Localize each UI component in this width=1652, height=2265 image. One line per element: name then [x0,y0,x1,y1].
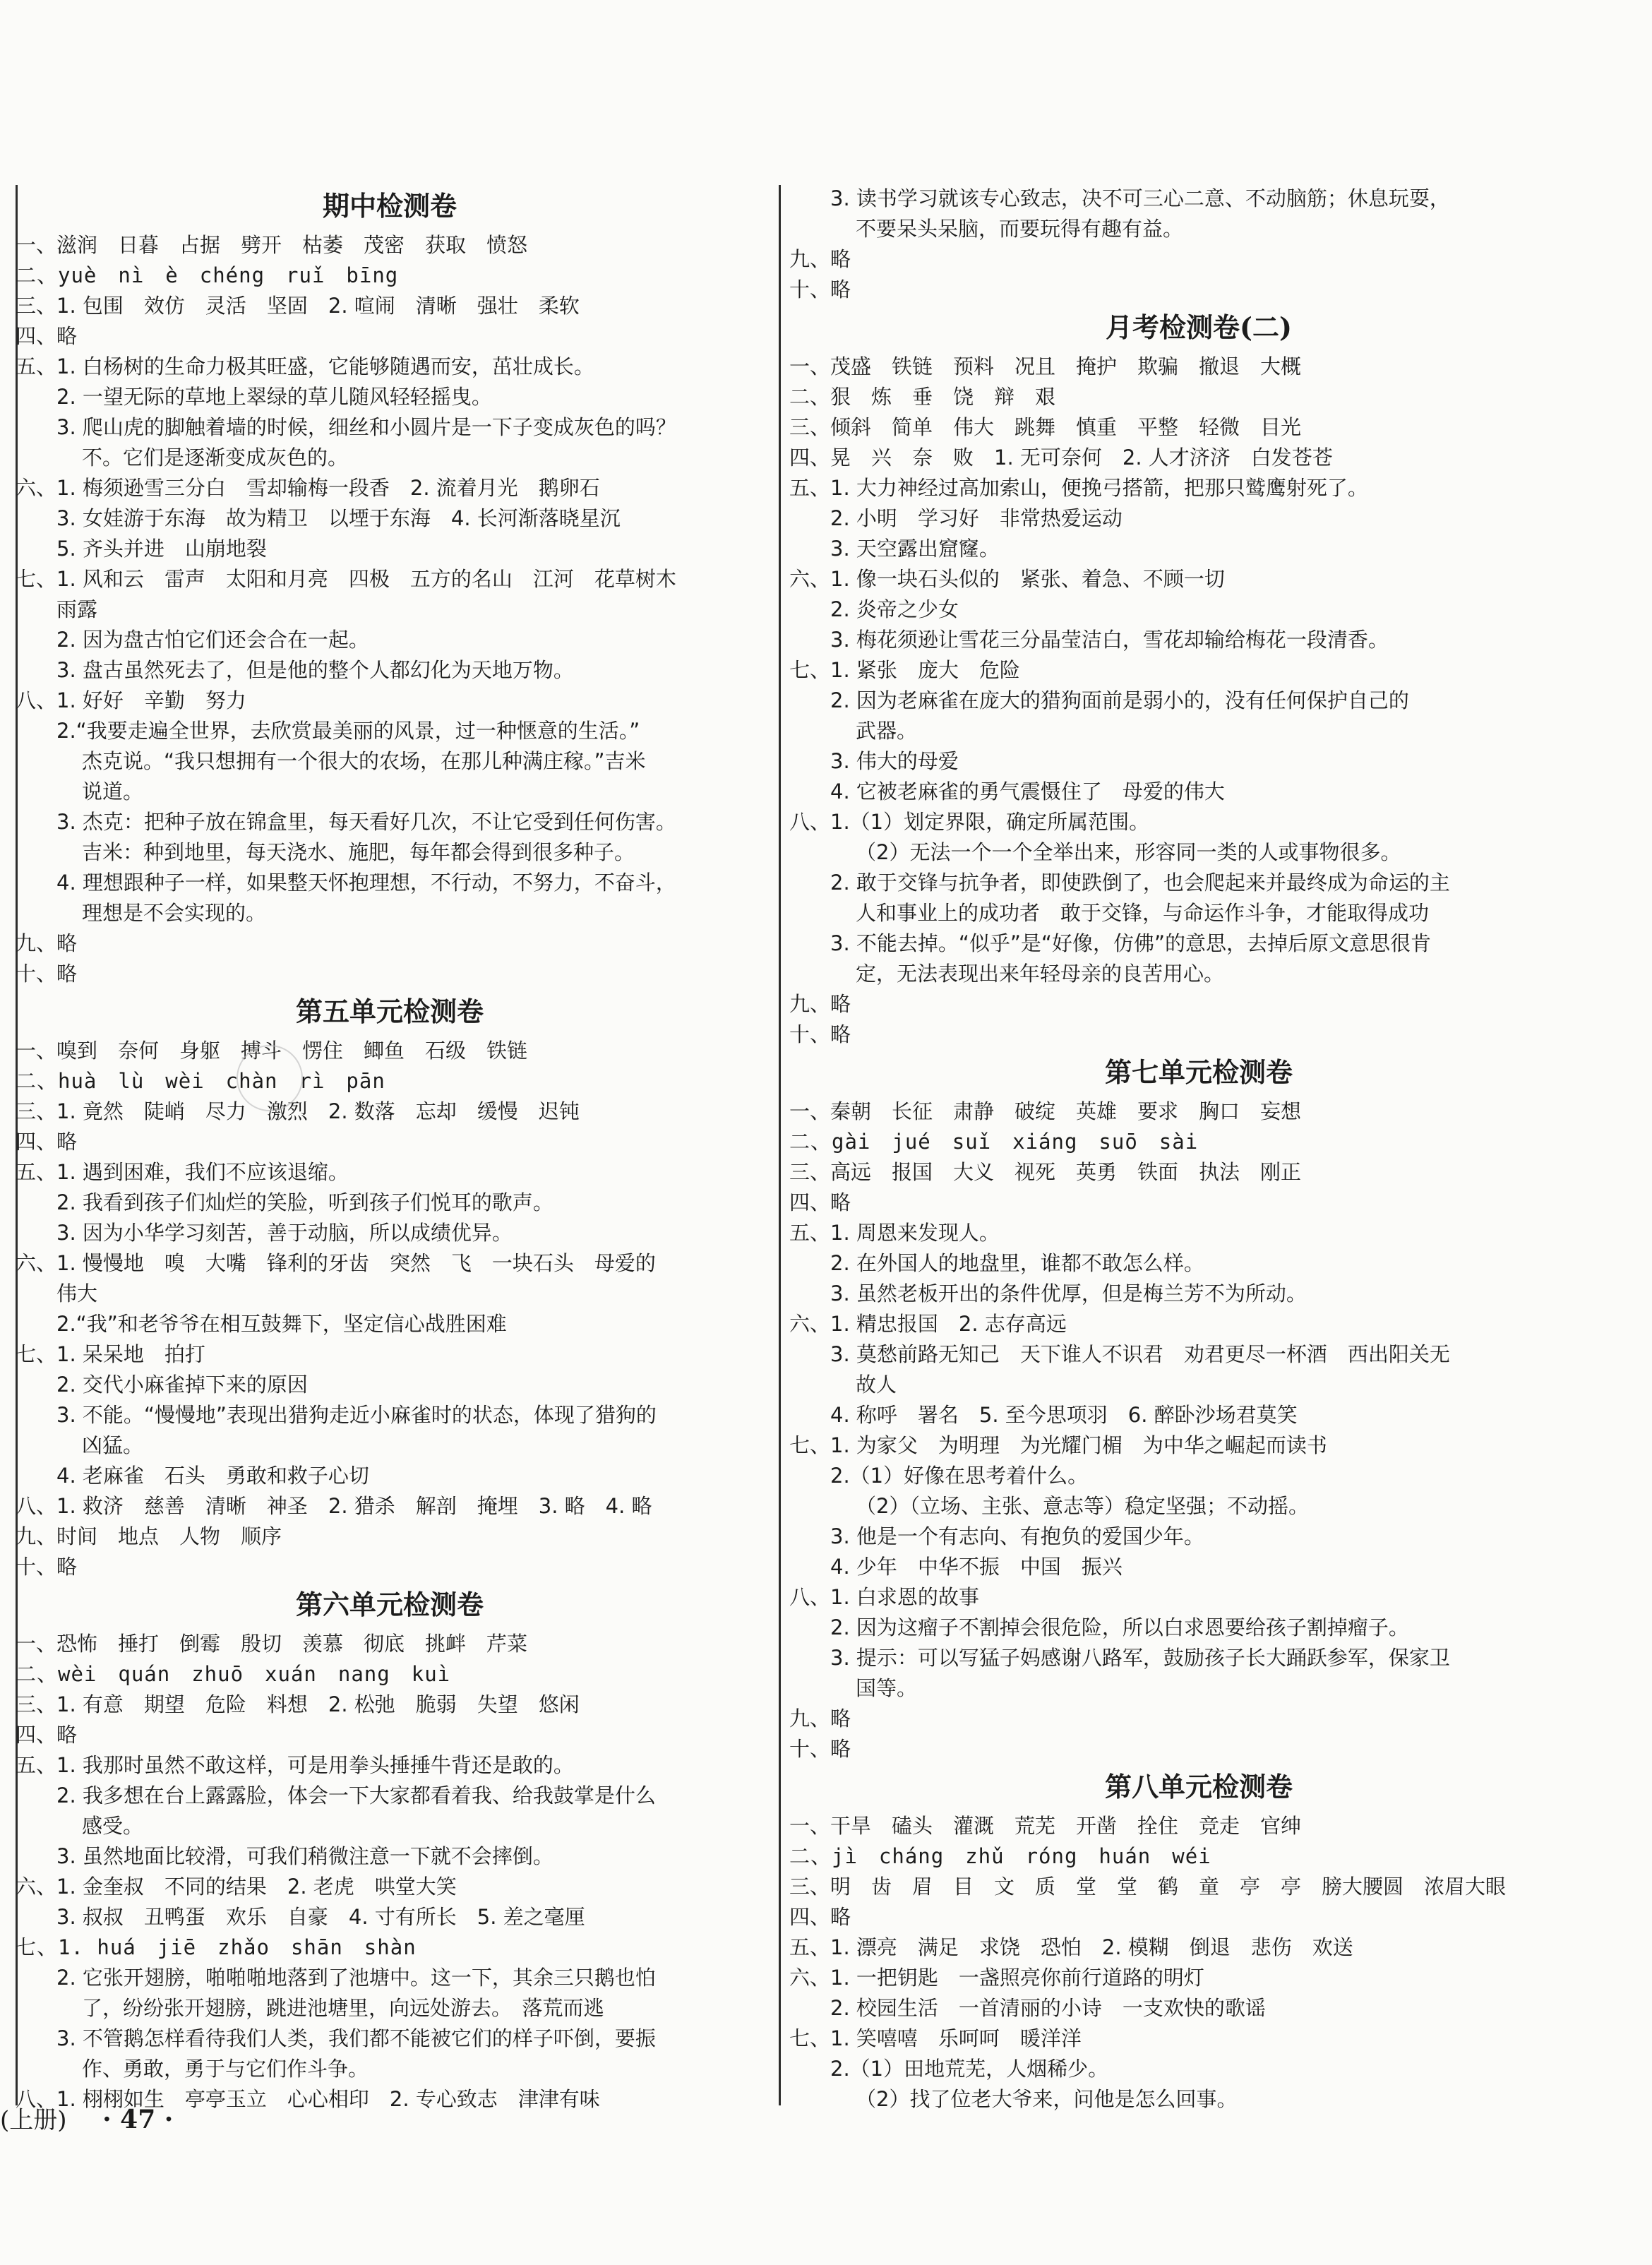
answer-line: 一、恐怖 捶打 倒霉 殷切 羡慕 彻底 挑衅 芹菜 [16,1632,528,1656]
answer-line: 九、略 [789,992,851,1016]
answer-line: 2. 炎帝之少女 [830,597,959,621]
answer-line: 四、晃 兴 奈 败 1. 无可奈何 2. 人才济济 白发苍苍 [789,446,1333,470]
answer-line: 3. 他是一个有志向、有抱负的爱国少年。 [830,1524,1204,1548]
answer-line: 3. 天空露出窟窿。 [830,537,1000,561]
answer-line: 二、gài jué suǐ xiáng suō sài [789,1130,1199,1154]
section-title: 第六单元检测卷 [295,1589,484,1620]
answer-line: 六、1. 精忠报国 2. 志存高远 [789,1312,1067,1336]
section-title: 第五单元检测卷 [295,996,484,1027]
answer-line: 七、1. 紧张 庞大 危险 [789,658,1020,682]
answer-line: 五、1. 白杨树的生命力极其旺盛，它能够随遇而安，茁壮成长。 [16,354,594,378]
answer-line: 3. 梅花须逊让雪花三分晶莹洁白，雪花却输给梅花一段清香。 [830,628,1389,652]
answer-line: 3. 杰克：把种子放在锦盒里，每天看好几次，不让它受到任何伤害。 [56,810,676,834]
answer-line: 3. 女娃游于东海 故为精卫 以堙于东海 4. 长河渐落晓星沉 [56,506,621,530]
answer-line: 五、1. 大力神经过高加索山，便挽弓搭箭，把那只鹫鹰射死了。 [789,476,1368,500]
answer-line: 一、嗅到 奈何 身躯 搏斗 愣住 鲫鱼 石级 铁链 [16,1039,528,1063]
answer-line: 三、1. 竟然 陡峭 尽力 激烈 2. 数落 忘却 缓慢 迟钝 [16,1099,580,1123]
section-title: 第七单元检测卷 [1104,1056,1293,1088]
section-title: 第八单元检测卷 [1104,1771,1293,1803]
section-title: 月考检测卷(二) [1106,311,1292,343]
answer-line: 2. 交代小麻雀掉下来的原因 [56,1373,308,1397]
answer-line: 3. 提示：可以写猛子妈感谢八路军，鼓励孩子长大踊跃参军，保家卫 [830,1646,1450,1670]
answer-line: 2. 在外国人的地盘里，谁都不敢怎么样。 [830,1251,1204,1275]
answer-line: 九、略 [789,247,851,271]
answer-line: 二、jì cháng zhǔ róng huán wéi [789,1844,1211,1868]
answer-line: 2. 它张开翅膀，啪啪啪地落到了池塘中。这一下，其余三只鹅也怕 [56,1966,656,1990]
answer-line: 杰克说。“我只想拥有一个很大的农场，在那儿种满庄稼。”吉米 [82,749,646,773]
answer-line: 感受。 [82,1814,144,1838]
answer-line: 5. 齐头并进 山崩地裂 [56,537,267,561]
answer-line: 3. 盘古虽然死去了，但是他的整个人都幻化为天地万物。 [56,658,574,682]
answer-line: 了，纷纷张开翅膀，跳进池塘里，向远处游去。 落荒而逃 [82,1996,604,2020]
answer-line: 十、略 [16,1555,78,1579]
answer-line: 不。它们是逐渐变成灰色的。 [82,446,349,470]
answer-line: 武器。 [856,719,918,743]
answer-line: 3. 因为小华学习刻苦，善于动脑，所以成绩优异。 [56,1221,513,1245]
answer-line: 九、时间 地点 人物 顺序 [16,1524,282,1548]
answer-line: 作、勇敢，勇于与它们作斗争。 [82,2057,369,2081]
answer-line: 4. 它被老麻雀的勇气震慑住了 母爱的伟大 [830,779,1225,803]
answer-line: 2. 因为这瘤子不割掉会很危险，所以白求恩要给孩子割掉瘤子。 [830,1615,1409,1639]
answer-line: 四、略 [16,1130,78,1154]
watermark-stamp [237,1045,303,1111]
footer-volume: (上册) [0,2106,67,2134]
answer-line: 凶猛。 [82,1433,144,1457]
answer-line: 故人 [856,1373,897,1397]
answer-line: 3. 莫愁前路无知己 天下谁人不识君 劝君更尽一杯酒 西出阳关无 [830,1342,1450,1366]
answer-line: 六、1. 像一块石头似的 紧张、着急、不顾一切 [789,567,1225,591]
answer-line: 三、明 齿 眉 目 文 质 堂 堂 鹤 童 亭 亭 膀大腰圆 浓眉大眼 [789,1875,1507,1899]
answer-line: 三、1. 有意 期望 危险 料想 2. 松弛 脆弱 失望 悠闲 [16,1692,580,1716]
answer-line: 2. 因为盘古怕它们还会合在一起。 [56,628,369,652]
answer-line: 九、略 [16,931,78,955]
answer-line: 九、略 [789,1707,851,1731]
answer-line: 2.“我要走遍全世界，去欣赏最美丽的风景，过一种惬意的生活。” [56,719,640,743]
answer-line: 五、1. 周恩来发现人。 [789,1221,1000,1245]
answer-line: 4. 称呼 署名 5. 至今思项羽 6. 醉卧沙场君莫笑 [830,1403,1298,1427]
answer-line: 八、1. 栩栩如生 亭亭玉立 心心相印 2. 专心致志 津津有味 [16,2087,600,2111]
answer-line: 八、1. 好好 辛勤 努力 [16,688,246,712]
answer-line: 2.“我”和老爷爷在相互鼓舞下，坚定信心战胜困难 [56,1312,507,1336]
answer-line: 雨露 [56,597,98,621]
answer-line: 3. 虽然老板开出的条件优厚，但是梅兰芳不为所动。 [830,1281,1307,1305]
answer-line: 3. 读书学习就该专心致志，决不可三心二意、不动脑筋；休息玩耍， [830,186,1450,210]
answer-line: 2.（1）田地荒芜，人烟稀少。 [830,2057,1109,2081]
answer-line: 国等。 [856,1676,918,1700]
answer-line: 六、1. 慢慢地 嗅 大嘴 锋利的牙齿 突然 飞 一块石头 母爱的 [16,1251,656,1275]
answer-line: 3. 虽然地面比较滑，可我们稍微注意一下就不会摔倒。 [56,1844,553,1868]
answer-line: 五、1. 我那时虽然不敢这样，可是用拳头捶捶牛背还是敢的。 [16,1753,574,1777]
answer-line: 七、1. 笑嘻嘻 乐呵呵 暖洋洋 [789,2026,1082,2050]
answer-line: 一、滋润 日暮 占据 劈开 枯萎 茂密 获取 愤怒 [16,233,528,257]
answer-line: 2. 我看到孩子们灿烂的笑脸，听到孩子们悦耳的歌声。 [56,1190,553,1214]
answer-line: 4. 老麻雀 石头 勇敢和救子心切 [56,1464,369,1488]
answer-line: 二、wèi quán zhuō xuán nang kuì [16,1662,451,1686]
answer-line: 四、略 [789,1190,851,1214]
answer-line: 伟大 [56,1281,98,1305]
answer-line: 3. 叔叔 丑鸭蛋 欢乐 自豪 4. 寸有所长 5. 差之毫厘 [56,1905,585,1929]
answer-line: 四、略 [16,324,78,348]
answer-line: 五、1. 遇到困难，我们不应该退缩。 [16,1160,349,1184]
answer-line: 七、1. 风和云 雷声 太阳和月亮 四极 五方的名山 江河 花草树木 [16,567,676,591]
answer-line: 2. 敢于交锋与抗争者，即使跌倒了，也会爬起来并最终成为命运的主 [830,871,1450,895]
answer-line: 3. 爬山虎的脚触着墙的时候，细丝和小圆片是一下子变成灰色的吗？ [56,415,676,439]
answer-line: 2.（1）好像在思考着什么。 [830,1464,1089,1488]
answer-line: 2. 一望无际的草地上翠绿的草儿随风轻轻摇曳。 [56,385,492,409]
answer-line: 八、1.（1）划定界限，确定所属范围。 [789,810,1150,834]
answer-line: 一、茂盛 铁链 预料 况且 掩护 欺骗 撤退 大概 [789,354,1302,378]
answer-line: 不要呆头呆脑，而要玩得有趣有益。 [856,217,1184,241]
answer-line: 2. 小明 学习好 非常热爱运动 [830,506,1123,530]
right-column [789,184,1608,2115]
left-column [16,184,764,2115]
answer-line: 十、略 [789,277,851,301]
answer-line: 理想是不会实现的。 [82,901,267,925]
section-title: 期中检测卷 [322,190,457,222]
answer-line: （2）（立场、主张、意志等）稳定坚强；不动摇。 [856,1494,1309,1518]
answer-line: 2. 因为老麻雀在庞大的猎狗面前是弱小的，没有任何保护自己的 [830,688,1409,712]
answer-line: 吉米：种到地里，每天浇水、施肥，每年都会得到很多种子。 [82,840,635,864]
answer-line: 定，无法表现出来年轻母亲的良苦用心。 [856,962,1225,986]
answer-line: 3. 不管鹅怎样看待我们人类，我们都不能被它们的样子吓倒，要振 [56,2026,656,2050]
page-number: · 47 · [102,2105,174,2134]
answer-line: 四、略 [16,1723,78,1747]
answer-line: 八、1. 白求恩的故事 [789,1585,979,1609]
answer-line: 3. 不能去掉。“似乎”是“好像，仿佛”的意思，去掉后原文意思很肯 [830,931,1431,955]
answer-line: 一、秦朝 长征 肃静 破绽 英雄 要求 胸口 妄想 [789,1099,1302,1123]
answer-line: 八、1. 救济 慈善 清晰 神圣 2. 猎杀 解剖 掩埋 3. 略 4. 略 [16,1494,652,1518]
answer-line: 十、略 [789,1022,851,1046]
answer-line: 2. 我多想在台上露露脸，体会一下大家都看着我、给我鼓掌是什么 [56,1783,656,1807]
answer-line: 四、略 [789,1905,851,1929]
answer-line: 4. 理想跟种子一样，如果整天怀抱理想，不行动，不努力，不奋斗， [56,871,676,895]
answer-line: 二、狠 炼 垂 饶 辩 艰 [789,385,1056,409]
answer-line: 七、1. huá jiē zhǎo shān shàn [16,1935,417,1959]
answer-line: 六、1. 金奎叔 不同的结果 2. 老虎 哄堂大笑 [16,1875,457,1899]
answer-line: （2）找了位老大爷来，问他是怎么回事。 [856,2087,1238,2111]
answer-line: 六、1. 一把钥匙 一盏照亮你前行道路的明灯 [789,1966,1204,1990]
answer-line: 三、倾斜 简单 伟大 跳舞 慎重 平整 轻微 目光 [789,415,1302,439]
answer-line: 二、huà lù wèi chàn rì pān [16,1069,385,1093]
answer-line: 2. 校园生活 一首清丽的小诗 一支欢快的歌谣 [830,1996,1266,2020]
answer-line: 三、高远 报国 大义 视死 英勇 铁面 执法 刚正 [789,1160,1302,1184]
answer-line: 六、1. 梅须逊雪三分白 雪却输梅一段香 2. 流着月光 鹅卵石 [16,476,600,500]
answer-line: 二、yuè nì è chéng ruǐ bīng [16,263,399,287]
column-divider [779,185,781,2105]
answer-line: 说道。 [82,779,144,803]
answer-line: 人和事业上的成功者 敢于交锋，与命运作斗争，才能取得成功 [856,901,1430,925]
answer-line: 十、略 [789,1737,851,1761]
answer-line: 三、1. 包围 效仿 灵活 坚固 2. 喧闹 清晰 强壮 柔软 [16,294,580,318]
answer-line: 3. 不能。“慢慢地”表现出猎狗走近小麻雀时的状态，体现了猎狗的 [56,1403,657,1427]
answer-line: 一、干旱 磕头 灌溉 荒芜 开凿 拴住 竞走 官绅 [789,1814,1302,1838]
page-footer [0,2100,173,2135]
answer-line: 十、略 [16,962,78,986]
answer-line: 七、1. 为家父 为明理 为光耀门楣 为中华之崛起而读书 [789,1433,1327,1457]
answer-line: 3. 伟大的母爱 [830,749,959,773]
answer-line: （2）无法一个一个全举出来，形容同一类的人或事物很多。 [856,840,1401,864]
answer-line: 五、1. 漂亮 满足 求饶 恐怕 2. 模糊 倒退 悲伤 欢送 [789,1935,1353,1959]
answer-line: 4. 少年 中华不振 中国 振兴 [830,1555,1123,1579]
answer-line: 七、1. 呆呆地 拍打 [16,1342,205,1366]
